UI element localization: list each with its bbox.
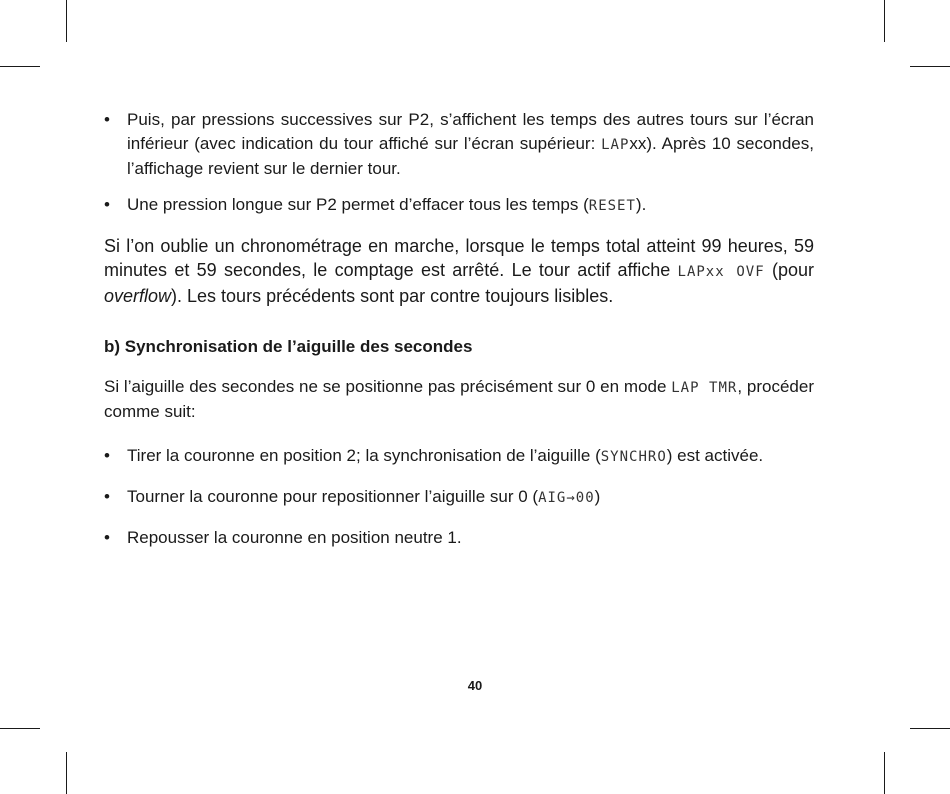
bullet-text: Une pression longue sur P2 permet d’effacer tous les temps ( xyxy=(127,195,589,214)
bullet-item-pull-crown xyxy=(104,444,814,469)
bullet-dot: • xyxy=(104,110,110,129)
bullet-text: Puis, par pressions successives sur P2, s’affichent les temps des autres tours sur l’écran inférieur (avec indication du tour affiché sur l’écran supérieur: xyxy=(127,110,814,153)
bullet-dot: • xyxy=(104,446,110,465)
paragraph-text: ). Les tours précédents sont par contre toujours lisibles. xyxy=(171,286,614,306)
paragraph-text: , procéder comme suit: xyxy=(104,377,814,421)
crop-mark-top-right-vertical xyxy=(884,0,885,42)
italic-term: overflow xyxy=(104,286,172,306)
paragraph-sync xyxy=(104,375,814,424)
bullet-item-turn-crown xyxy=(104,485,814,510)
bullet-text: ) xyxy=(594,487,601,506)
crop-mark-bottom-right-vertical xyxy=(884,752,885,794)
crop-mark-bottom-right-horizontal xyxy=(910,728,950,729)
lcd-display-text: LAP TMR xyxy=(671,380,738,396)
bullet-item-push-crown xyxy=(104,526,814,550)
crop-mark-bottom-left-horizontal xyxy=(0,728,40,729)
lcd-display-text: SYNCHRO xyxy=(600,449,667,465)
bullet-dot: • xyxy=(104,195,110,214)
paragraph-text: Si l’aiguille des secondes ne se positionne pas précisément sur 0 en mode xyxy=(104,377,672,396)
bullet-text: Tirer la couronne en position 2; la synchronisation de l’aiguille ( xyxy=(127,446,601,465)
bullet-dot: • xyxy=(104,487,110,506)
bullet-dot: • xyxy=(104,528,110,547)
lcd-display-text: AIG→00 xyxy=(538,490,595,506)
crop-mark-top-left-horizontal xyxy=(0,66,40,67)
crop-mark-top-right-horizontal xyxy=(910,66,950,67)
lcd-display-text: LAP xyxy=(601,137,630,153)
paragraph-text: Si l’on oublie un chronométrage en marche, lorsque le temps total atteint 99 heures, 59 minutes et 59 secondes, le comptage est arrêté. Le tour actif affiche xyxy=(104,236,814,280)
bullet-text: Tourner la couronne pour repositionner l’aiguille sur 0 ( xyxy=(127,487,539,506)
lcd-display-text: LAPxx OVF xyxy=(677,264,765,280)
paragraph-text: (pour xyxy=(764,260,814,280)
crop-mark-bottom-left-vertical xyxy=(66,752,67,794)
bullet-item-reset xyxy=(104,193,814,218)
bullet-text: xx). Après 10 secondes, l’affichage revient sur le dernier tour. xyxy=(127,134,814,178)
bullet-text: Repousser la couronne en position neutre 1. xyxy=(127,528,462,547)
bullet-text: ). xyxy=(635,195,647,214)
section-heading: b) Synchronisation de l’aiguille des secondes xyxy=(104,337,473,356)
crop-mark-top-left-vertical xyxy=(66,0,67,42)
lcd-display-text: RESET xyxy=(588,198,636,214)
page-content xyxy=(104,108,814,562)
bullet-text: ) est activée. xyxy=(666,446,764,465)
page-number: 40 xyxy=(467,678,483,693)
bullet-item-lap-times xyxy=(104,108,814,181)
paragraph-overflow xyxy=(104,234,814,308)
